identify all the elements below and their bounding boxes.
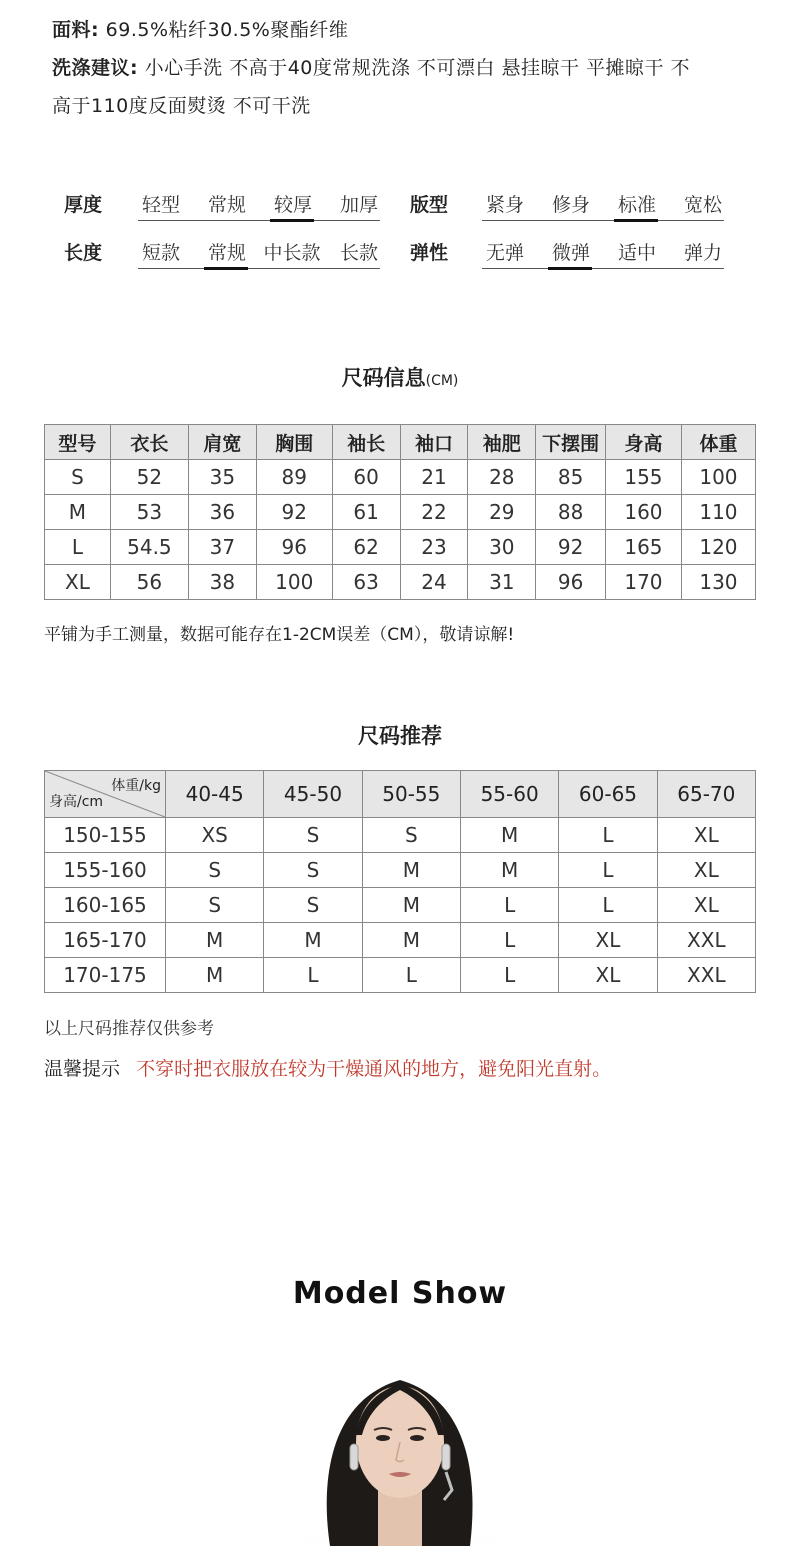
- tip-line: [44, 1054, 611, 1081]
- size-rec-cell: XL: [657, 818, 755, 853]
- size-rec-weight-header: 45-50: [264, 771, 362, 818]
- size-info-header-cell: 胸围: [256, 425, 332, 460]
- size-info-cell: 170: [605, 565, 681, 600]
- size-rec-cell: L: [460, 923, 558, 958]
- size-info-row: [45, 495, 756, 530]
- size-info-cell: M: [45, 495, 111, 530]
- wash-text-1: 小心手洗 不高于40度常规洗涤 不可漂白 悬挂晾干 平摊晾干 不: [138, 57, 691, 79]
- size-info-header-cell: 肩宽: [188, 425, 256, 460]
- size-rec-cell: M: [362, 888, 460, 923]
- size-info-cell: 100: [256, 565, 332, 600]
- size-info-header-cell: 下摆围: [536, 425, 606, 460]
- size-rec-row: [45, 853, 756, 888]
- fit-option: 宽松: [683, 194, 722, 216]
- size-info-header-row: [45, 425, 756, 460]
- fit-label: 版型: [410, 194, 449, 216]
- model-show-title: Model Show: [292, 1276, 508, 1311]
- size-info-cell: 89: [256, 460, 332, 495]
- size-rec-cell: S: [264, 853, 362, 888]
- size-rec-cell: L: [264, 958, 362, 993]
- size-rec-cell: L: [559, 888, 657, 923]
- size-info-cell: 30: [468, 530, 536, 565]
- wash-text-2: 高于110度反面熨烫 不可干洗: [52, 95, 311, 117]
- size-rec-cell: M: [460, 818, 558, 853]
- size-info-cell: 88: [536, 495, 606, 530]
- size-info-cell: S: [45, 460, 111, 495]
- size-info-header-cell: 型号: [45, 425, 111, 460]
- fit-option: 标准: [617, 194, 656, 216]
- size-rec-cell: XXL: [657, 958, 755, 993]
- size-rec-height-cell: 150-155: [45, 818, 166, 853]
- size-rec-cell: M: [264, 923, 362, 958]
- size-rec-cell: M: [166, 923, 264, 958]
- thickness-option: 较厚: [273, 194, 312, 216]
- size-info-cell: 22: [400, 495, 468, 530]
- size-rec-row: [45, 818, 756, 853]
- size-rec-weight-header: 55-60: [460, 771, 558, 818]
- size-rec-cell: XL: [559, 958, 657, 993]
- size-rec-cell: S: [264, 818, 362, 853]
- size-info-cell: 52: [110, 460, 188, 495]
- size-info-cell: 24: [400, 565, 468, 600]
- size-info-cell: 54.5: [110, 530, 188, 565]
- size-info-header-cell: 体重: [681, 425, 755, 460]
- thickness-option: 加厚: [339, 194, 378, 216]
- size-rec-cell: M: [362, 853, 460, 888]
- model-photo: [0, 1360, 800, 1546]
- size-rec-weight-header: 60-65: [559, 771, 657, 818]
- size-rec-cell: XL: [657, 888, 755, 923]
- size-rec-cell: L: [460, 958, 558, 993]
- size-info-note: 平铺为手工测量，数据可能存在1-2CM误差（CM），敬请谅解!: [44, 625, 515, 645]
- size-rec-cell: S: [264, 888, 362, 923]
- size-rec-cell: XL: [657, 853, 755, 888]
- size-rec-row: [45, 888, 756, 923]
- material-value: 69.5%粘纤30.5%聚酯纤维: [99, 19, 349, 41]
- size-rec-cell: M: [166, 958, 264, 993]
- length-selected-marker: [204, 267, 248, 270]
- size-info-header-cell: 袖肥: [468, 425, 536, 460]
- left-eye: [376, 1435, 390, 1441]
- size-rec-row: [45, 958, 756, 993]
- wash-line-1: [52, 52, 690, 84]
- size-rec-cell: S: [362, 818, 460, 853]
- size-info-table: [44, 424, 756, 600]
- size-rec-cell: XS: [166, 818, 264, 853]
- size-info-row: [45, 530, 756, 565]
- size-info-cell: 120: [681, 530, 755, 565]
- size-rec-title: 尺码推荐: [358, 724, 442, 748]
- size-rec-note: 以上尺码推荐仅供参考: [44, 1019, 214, 1039]
- size-info-row: [45, 565, 756, 600]
- size-info-row: [45, 460, 756, 495]
- size-info-cell: 56: [110, 565, 188, 600]
- size-info-cell: L: [45, 530, 111, 565]
- length-option: 常规: [207, 242, 246, 264]
- size-rec-cell: M: [460, 853, 558, 888]
- wash-line-2: [52, 90, 311, 122]
- size-info-cell: 38: [188, 565, 256, 600]
- size-info-cell: 92: [256, 495, 332, 530]
- size-rec-cell: M: [362, 923, 460, 958]
- size-info-cell: 23: [400, 530, 468, 565]
- size-info-cell: 28: [468, 460, 536, 495]
- length-underline: [138, 268, 380, 269]
- fit-option: 修身: [551, 194, 590, 216]
- size-info-cell: 165: [605, 530, 681, 565]
- size-rec-cell: S: [166, 888, 264, 923]
- size-info-title-text: 尺码信息: [341, 366, 426, 390]
- elasticity-option: 无弹: [485, 242, 524, 264]
- material-label: 面料:: [52, 19, 100, 41]
- size-rec-height-cell: 155-160: [45, 853, 166, 888]
- thickness-option: 轻型: [141, 194, 180, 216]
- right-earphone: [442, 1444, 450, 1470]
- corner-weight-label: 体重/kg: [111, 778, 161, 794]
- size-rec-table: [44, 770, 756, 993]
- thickness-option: 常规: [207, 194, 246, 216]
- wash-label: 洗涤建议:: [52, 57, 139, 79]
- size-info-cell: 35: [188, 460, 256, 495]
- size-info-header-cell: 袖长: [332, 425, 400, 460]
- length-option: 中长款: [263, 242, 321, 264]
- tip-text: 不穿时把衣服放在较为干燥通风的地方，避免阳光直射。: [136, 1058, 612, 1080]
- elasticity-option: 微弹: [551, 242, 590, 264]
- size-rec-height-cell: 165-170: [45, 923, 166, 958]
- size-info-cell: 96: [256, 530, 332, 565]
- size-info-cell: 37: [188, 530, 256, 565]
- size-info-cell: 36: [188, 495, 256, 530]
- model-photo-illustration: [0, 1360, 800, 1546]
- size-info-unit: (CM): [425, 373, 459, 389]
- size-info-cell: 110: [681, 495, 755, 530]
- size-rec-height-cell: 160-165: [45, 888, 166, 923]
- size-rec-cell: L: [362, 958, 460, 993]
- size-info-cell: 21: [400, 460, 468, 495]
- elasticity-underline: [482, 268, 724, 269]
- size-rec-cell: XL: [559, 923, 657, 958]
- size-info-cell: 63: [332, 565, 400, 600]
- left-earphone: [350, 1444, 358, 1470]
- length-option: 短款: [141, 242, 180, 264]
- fit-option: 紧身: [485, 194, 524, 216]
- size-rec-cell: L: [559, 853, 657, 888]
- size-rec-cell: L: [559, 818, 657, 853]
- thickness-selected-marker: [270, 219, 314, 222]
- size-rec-cell: L: [460, 888, 558, 923]
- size-info-cell: 155: [605, 460, 681, 495]
- fit-selected-marker: [614, 219, 658, 222]
- size-info-cell: 31: [468, 565, 536, 600]
- size-rec-weight-header: 65-70: [657, 771, 755, 818]
- size-info-cell: 60: [332, 460, 400, 495]
- size-info-cell: 61: [332, 495, 400, 530]
- cropped-top-text: [52, 0, 212, 2]
- size-info-cell: XL: [45, 565, 111, 600]
- size-info-cell: 62: [332, 530, 400, 565]
- thickness-underline: [138, 220, 380, 221]
- size-info-cell: 160: [605, 495, 681, 530]
- elasticity-option: 弹力: [683, 242, 722, 264]
- size-rec-height-cell: 170-175: [45, 958, 166, 993]
- length-label: 长度: [64, 242, 103, 264]
- size-rec-cell: S: [166, 853, 264, 888]
- size-info-cell: 130: [681, 565, 755, 600]
- size-info-title: [0, 362, 800, 392]
- size-info-header-cell: 身高: [605, 425, 681, 460]
- size-info-cell: 96: [536, 565, 606, 600]
- size-rec-weight-header: 50-55: [362, 771, 460, 818]
- cropped-text-fragment: [52, 0, 212, 2]
- size-info-cell: 29: [468, 495, 536, 530]
- size-rec-weight-header: 40-45: [166, 771, 264, 818]
- length-option: 长款: [339, 242, 378, 264]
- size-rec-header-row: [45, 771, 756, 818]
- size-rec-cell: XXL: [657, 923, 755, 958]
- right-eye: [410, 1435, 424, 1441]
- elasticity-selected-marker: [548, 267, 592, 270]
- size-rec-corner-cell: [45, 771, 166, 818]
- thickness-label: 厚度: [64, 194, 103, 216]
- tip-label: 温馨提示: [44, 1058, 121, 1080]
- fit-underline: [482, 220, 724, 221]
- elasticity-option: 适中: [617, 242, 656, 264]
- size-info-cell: 53: [110, 495, 188, 530]
- corner-height-label: 身高/cm: [49, 794, 104, 810]
- elasticity-label: 弹性: [410, 242, 449, 264]
- size-rec-row: [45, 923, 756, 958]
- size-info-cell: 85: [536, 460, 606, 495]
- size-info-cell: 92: [536, 530, 606, 565]
- size-info-cell: 100: [681, 460, 755, 495]
- size-info-header-cell: 衣长: [110, 425, 188, 460]
- material-line: [52, 14, 348, 46]
- size-info-header-cell: 袖口: [400, 425, 468, 460]
